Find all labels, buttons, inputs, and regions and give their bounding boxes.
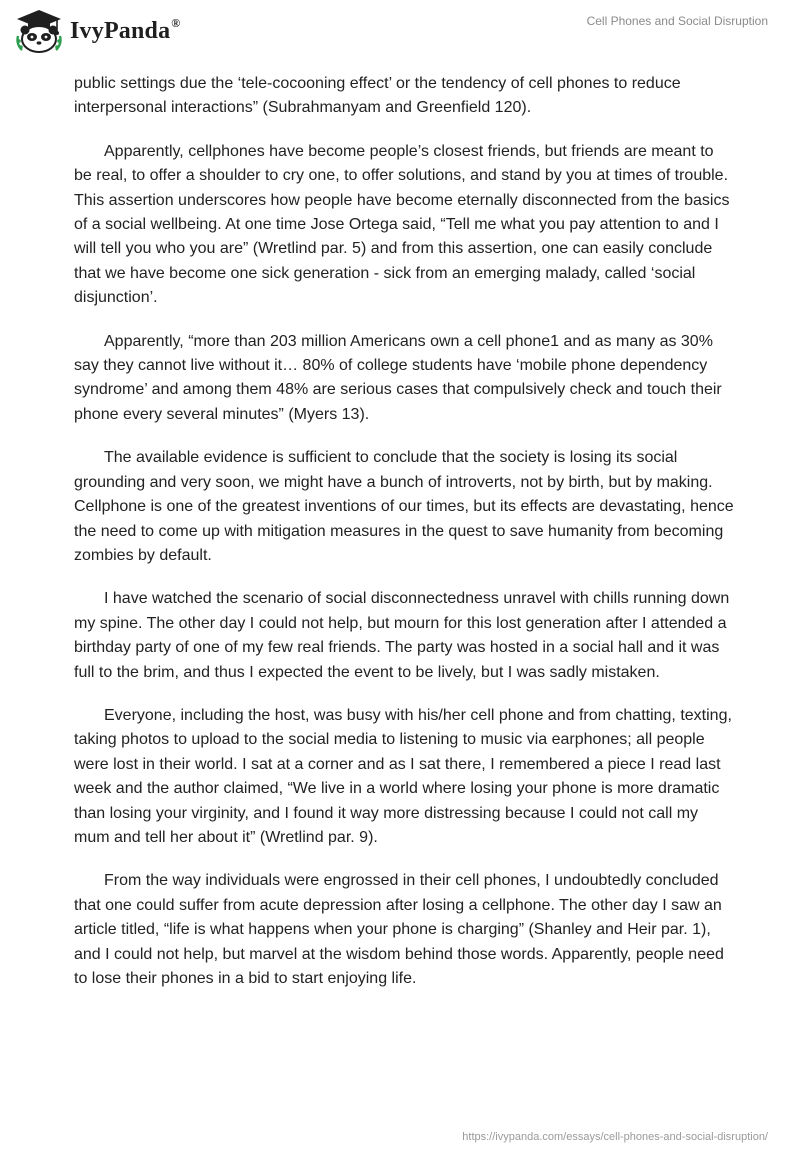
panda-graduate-icon (14, 8, 64, 54)
brand-name (70, 15, 181, 45)
document-title: Cell Phones and Social Disruption (586, 14, 768, 28)
paragraph: public settings due the ‘tele-cocooning effect’ or the tendency of cell phones to reduce interpersonal interactions” (Subrahmanyam and Greenfield 120). (74, 75, 681, 117)
paragraph: Apparently, cellphones have become people’s closest friends, but friends are meant to be real, to offer a shoulder to cry one, to offer solutions, and stand by you at times of trouble. This assertion underscores how people have become eternally disconnected from the basics of a social wellbeing. At one time Jose Ortega said, “Tell me what you pay attention to and I will tell you who you are” (Wretlind par. 5) and from this assertion, one can easily conclude that we have become one sick generation - sick from an emerging malady, called ‘social disjunction’. (74, 142, 730, 307)
essay-body (74, 72, 734, 1010)
footer-url[interactable]: https://ivypanda.com/essays/cell-phones-and-social-disruption/ (462, 1131, 768, 1143)
paragraph: The available evidence is sufficient to conclude that the society is losing its social grounding and very soon, we might have a bunch of introverts, not by birth, but by making. Cellphone is one of the greatest inventions of our times, but its effects are devastating, hence the need to come up with mitigation measures in the quest to save humanity from becoming zombies by default. (74, 449, 734, 564)
paragraph: From the way individuals were engrossed in their cell phones, I undoubtedly concluded that one could suffer from acute depression after losing a cellphone. The other day I saw an article titled, “life is what happens when your phone is charging” (Shanley and Heir par. 1), and I could not help, but marvel at the wisdom behind those words. Apparently, people need to lose their phones in a bid to start enjoying life. (74, 872, 724, 987)
paragraph: I have watched the scenario of social disconnectedness unravel with chills running down my spine. The other day I could not help, but mourn for this lost generation after I attended a birthday party of one of my few real friends. The party was hosted in a social hall and it was full to the brim, and thus I expected the event to be lively, but I was sadly mistaken. (74, 590, 730, 681)
paragraph: Apparently, “more than 203 million Americans own a cell phone1 and as many as 30% say they cannot live without it… 80% of college students have ‘mobile phone dependency syndrome’ and among them 48% are serious cases that compulsively check and touch their phone every several minutes” (Myers 13). (74, 332, 722, 423)
brand-text: IvyPanda (70, 17, 171, 44)
ivypanda-logo[interactable] (14, 8, 180, 54)
registered-mark: ® (171, 15, 181, 30)
page-header (0, 0, 800, 62)
paragraph: Everyone, including the host, was busy with his/her cell phone and from chatting, texting, taking photos to upload to the social media to listening to music via earphones; all people were lost in their world. I sat at a corner and as I sat there, I remembered a piece I read last week and the author claimed, “We live in a world where losing your phone is more dramatic than losing your virginity, and I found it way more distressing because I could not call my mum and tell her about it” (Wretlind par. 9). (74, 706, 732, 846)
